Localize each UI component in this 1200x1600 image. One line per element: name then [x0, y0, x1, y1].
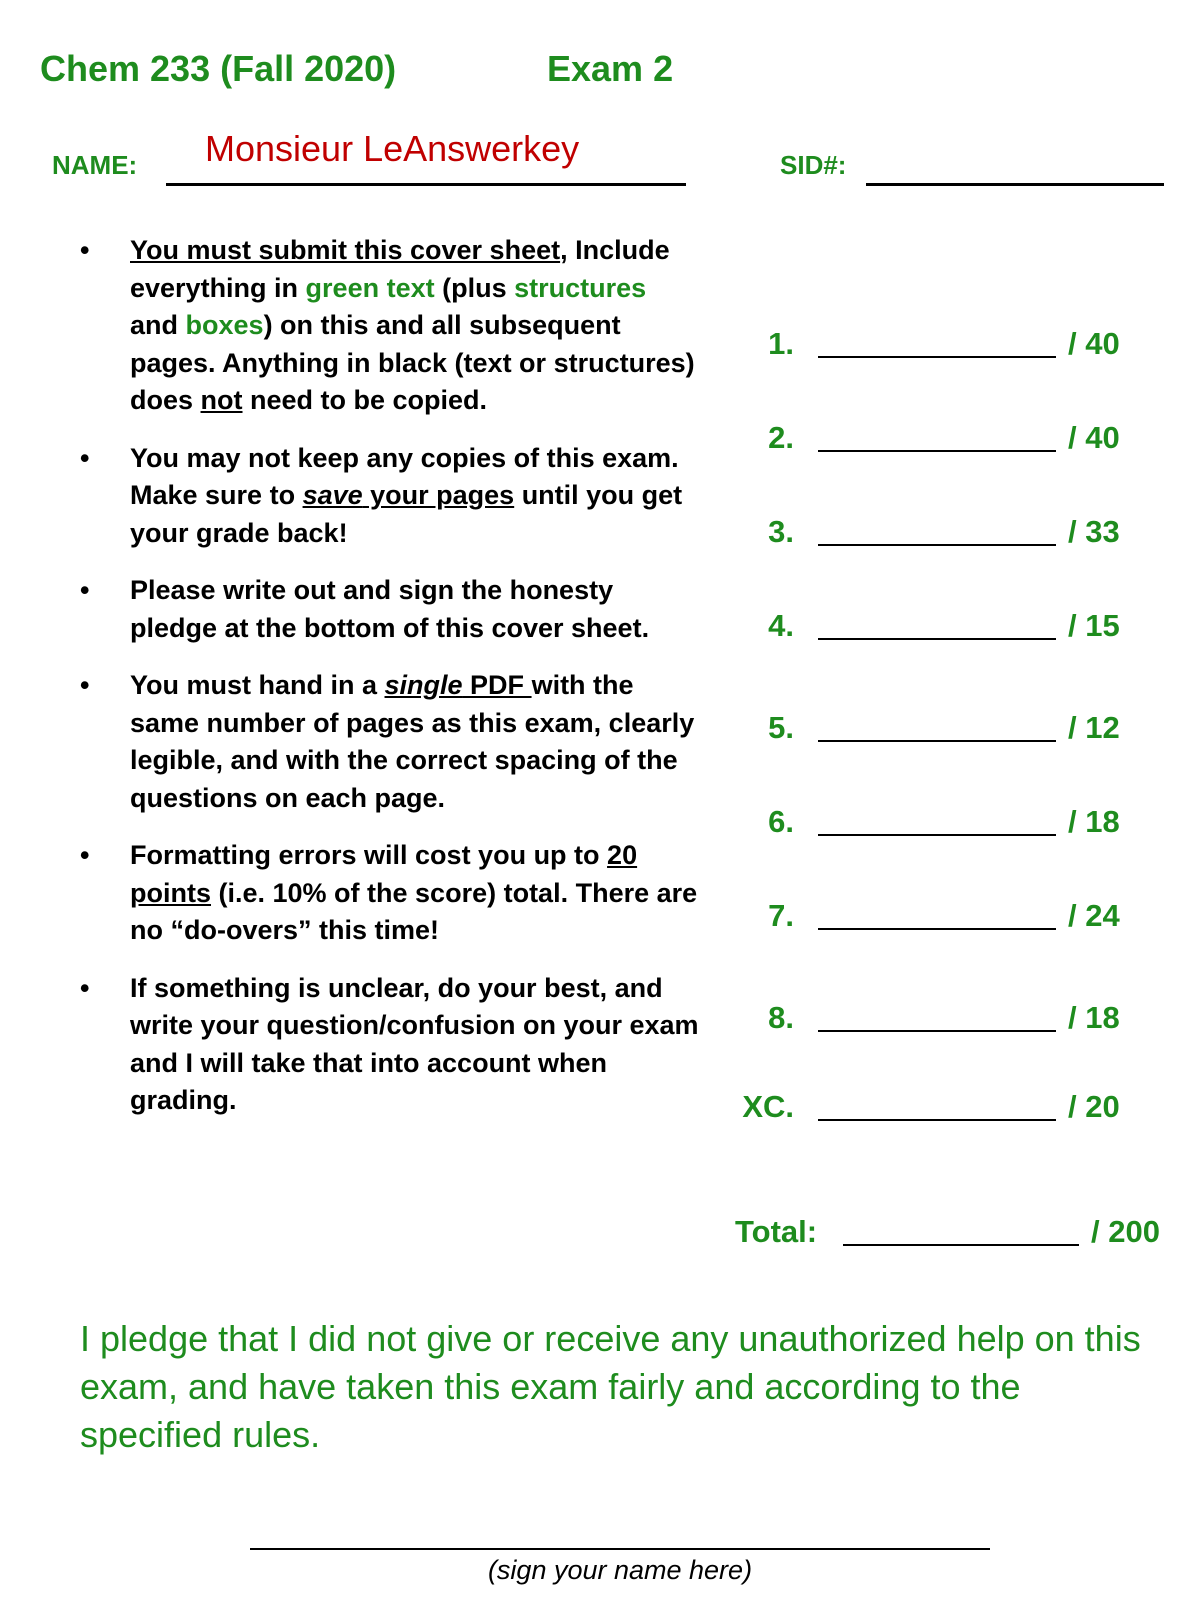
instruction-item: • Formatting errors will cost you up to 20 points (i.e. 10% of the score) total. There are no “do-overs” this time! [80, 837, 700, 950]
bullet-glyph: • [80, 575, 90, 605]
score-row-7: 7. / 24 [768, 898, 1120, 933]
score-blank[interactable] [818, 638, 1056, 640]
bullet-glyph: • [80, 670, 90, 700]
sid-label: SID#: [780, 150, 847, 180]
bullet-glyph: • [80, 840, 90, 870]
score-row-8: 8. / 18 [768, 1000, 1120, 1035]
sid-field-line[interactable] [866, 183, 1164, 186]
name-value: Monsieur LeAnswerkey [205, 128, 580, 169]
score-blank[interactable] [818, 740, 1056, 742]
score-blank[interactable] [818, 834, 1056, 836]
score-blank[interactable] [818, 450, 1056, 452]
instruction-item: • Please write out and sign the honesty pledge at the bottom of this cover sheet. [80, 572, 700, 647]
signature-line[interactable] [250, 1548, 990, 1550]
bullet-glyph: • [80, 972, 90, 1003]
name-field-line[interactable] [166, 183, 686, 186]
instructions-list [80, 232, 700, 1140]
course-title: Chem 233 (Fall 2020) [40, 48, 397, 89]
score-blank[interactable] [818, 928, 1056, 930]
score-blank[interactable] [818, 544, 1056, 546]
bullet-glyph: • [80, 235, 90, 265]
score-row-1: 1. / 40 [768, 326, 1120, 361]
bullet-glyph: • [80, 442, 90, 473]
score-blank[interactable] [818, 356, 1056, 358]
score-blank[interactable] [818, 1030, 1056, 1032]
honesty-pledge: I pledge that I did not give or receive any unauthorized help on this exam, and have taken this exam fairly and according to the specified rules. [80, 1318, 1141, 1455]
total-row: Total: / 200 [735, 1214, 1160, 1249]
instruction-item: • If something is unclear, do your best, and write your question/confusion on your exam and I will take that into account when grading. [80, 970, 700, 1120]
score-row-4: 4. / 15 [768, 608, 1120, 643]
score-blank[interactable] [818, 1119, 1056, 1121]
score-row-6: 6. / 18 [768, 804, 1120, 839]
instruction-item: • You must hand in a single PDF with the same number of pages as this exam, clearly legible, and with the correct spacing of the questions on each page. [80, 667, 700, 817]
score-row-5: 5. / 12 [768, 710, 1120, 745]
exam-title: Exam 2 [547, 48, 674, 89]
score-row-xc: XC. / 20 [742, 1089, 1120, 1124]
score-row-2: 2. / 40 [768, 420, 1120, 455]
instruction-item: • You may not keep any copies of this exam. Make sure to save your pages until you get your grade back! [80, 440, 700, 553]
name-label: NAME: [52, 150, 138, 180]
score-row-3: 3. / 33 [768, 514, 1120, 549]
total-blank[interactable] [843, 1244, 1079, 1246]
instruction-item: • You must submit this cover sheet, Include everything in green text (plus structures and boxes) on this and all subsequent pages. Anything in black (text or structures) does not need to be copied. [80, 232, 700, 420]
signature-caption: (sign your name here) [487, 1555, 753, 1585]
